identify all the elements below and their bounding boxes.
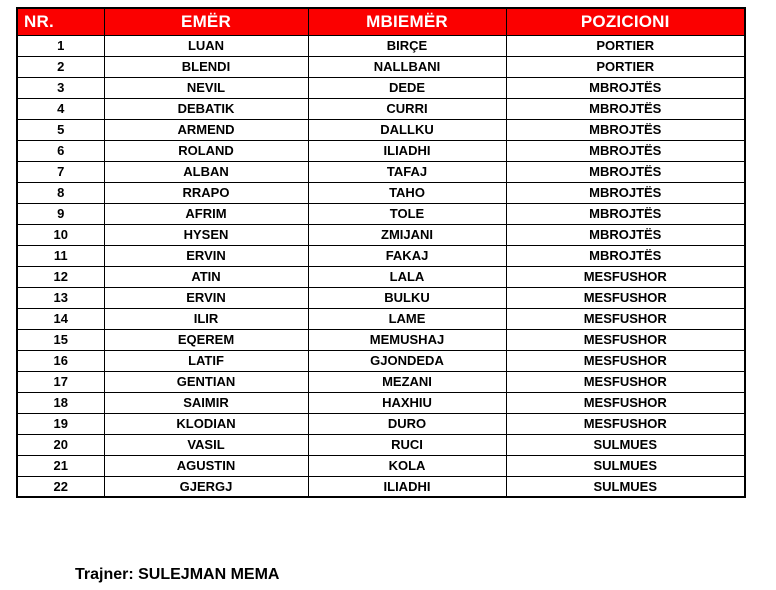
cell-nr: 22 (17, 476, 104, 497)
cell-emer: LATIF (104, 350, 308, 371)
cell-pozicioni: MBROJTËS (506, 245, 745, 266)
cell-nr: 14 (17, 308, 104, 329)
cell-mbiemer: ILIADHI (308, 476, 506, 497)
cell-pozicioni: MESFUSHOR (506, 392, 745, 413)
cell-pozicioni: MESFUSHOR (506, 413, 745, 434)
cell-mbiemer: DURO (308, 413, 506, 434)
header-cell-emer: EMËR (104, 8, 308, 35)
cell-nr: 19 (17, 413, 104, 434)
cell-mbiemer: HAXHIU (308, 392, 506, 413)
cell-emer: ERVIN (104, 245, 308, 266)
cell-emer: ERVIN (104, 287, 308, 308)
player-row (17, 245, 745, 266)
header-cell-mbiemer: MBIEMËR (308, 8, 506, 35)
cell-nr: 3 (17, 77, 104, 98)
cell-mbiemer: DALLKU (308, 119, 506, 140)
player-row (17, 413, 745, 434)
cell-pozicioni: MESFUSHOR (506, 371, 745, 392)
cell-mbiemer: BIRÇE (308, 35, 506, 56)
player-row (17, 266, 745, 287)
cell-emer: HYSEN (104, 224, 308, 245)
cell-nr: 11 (17, 245, 104, 266)
player-row (17, 203, 745, 224)
player-row (17, 287, 745, 308)
cell-emer: GJERGJ (104, 476, 308, 497)
cell-emer: GENTIAN (104, 371, 308, 392)
cell-pozicioni: MESFUSHOR (506, 266, 745, 287)
squad-roster-table (16, 7, 746, 498)
cell-nr: 4 (17, 98, 104, 119)
player-row (17, 161, 745, 182)
cell-nr: 2 (17, 56, 104, 77)
cell-pozicioni: MBROJTËS (506, 161, 745, 182)
cell-emer: AGUSTIN (104, 455, 308, 476)
cell-mbiemer: CURRI (308, 98, 506, 119)
cell-mbiemer: ILIADHI (308, 140, 506, 161)
cell-nr: 5 (17, 119, 104, 140)
player-row (17, 350, 745, 371)
cell-nr: 21 (17, 455, 104, 476)
cell-pozicioni: MBROJTËS (506, 182, 745, 203)
cell-mbiemer: ZMIJANI (308, 224, 506, 245)
cell-mbiemer: DEDE (308, 77, 506, 98)
cell-pozicioni: MBROJTËS (506, 98, 745, 119)
coach-label: Trajner: SULEJMAN MEMA (75, 566, 280, 583)
cell-nr: 10 (17, 224, 104, 245)
cell-pozicioni: SULMUES (506, 434, 745, 455)
cell-emer: LUAN (104, 35, 308, 56)
cell-mbiemer: TAHO (308, 182, 506, 203)
cell-nr: 16 (17, 350, 104, 371)
cell-pozicioni: MESFUSHOR (506, 287, 745, 308)
cell-nr: 9 (17, 203, 104, 224)
cell-pozicioni: PORTIER (506, 35, 745, 56)
cell-emer: RRAPO (104, 182, 308, 203)
player-row (17, 35, 745, 56)
cell-pozicioni: MBROJTËS (506, 119, 745, 140)
header-row (17, 8, 745, 35)
cell-mbiemer: TOLE (308, 203, 506, 224)
cell-mbiemer: KOLA (308, 455, 506, 476)
cell-mbiemer: MEMUSHAJ (308, 329, 506, 350)
cell-pozicioni: MBROJTËS (506, 203, 745, 224)
cell-nr: 15 (17, 329, 104, 350)
player-row (17, 371, 745, 392)
player-row (17, 476, 745, 497)
cell-emer: EQEREM (104, 329, 308, 350)
cell-mbiemer: LALA (308, 266, 506, 287)
cell-pozicioni: PORTIER (506, 56, 745, 77)
player-row (17, 98, 745, 119)
player-row (17, 392, 745, 413)
player-row (17, 140, 745, 161)
cell-mbiemer: NALLBANI (308, 56, 506, 77)
roster-body (17, 35, 745, 497)
cell-emer: ALBAN (104, 161, 308, 182)
player-row (17, 56, 745, 77)
cell-pozicioni: MBROJTËS (506, 140, 745, 161)
player-row (17, 224, 745, 245)
cell-mbiemer: BULKU (308, 287, 506, 308)
cell-nr: 17 (17, 371, 104, 392)
header-cell-nr: NR. (17, 8, 104, 35)
player-row (17, 308, 745, 329)
cell-nr: 13 (17, 287, 104, 308)
player-row (17, 455, 745, 476)
cell-emer: ARMEND (104, 119, 308, 140)
cell-nr: 20 (17, 434, 104, 455)
cell-mbiemer: LAME (308, 308, 506, 329)
cell-pozicioni: MBROJTËS (506, 77, 745, 98)
cell-nr: 6 (17, 140, 104, 161)
cell-emer: BLENDI (104, 56, 308, 77)
cell-nr: 12 (17, 266, 104, 287)
cell-emer: AFRIM (104, 203, 308, 224)
cell-emer: ROLAND (104, 140, 308, 161)
player-row (17, 329, 745, 350)
cell-emer: DEBATIK (104, 98, 308, 119)
header-cell-pozicioni: POZICIONI (506, 8, 745, 35)
cell-mbiemer: RUCI (308, 434, 506, 455)
cell-pozicioni: MESFUSHOR (506, 329, 745, 350)
cell-nr: 1 (17, 35, 104, 56)
cell-emer: KLODIAN (104, 413, 308, 434)
player-row (17, 77, 745, 98)
player-row (17, 182, 745, 203)
cell-mbiemer: GJONDEDA (308, 350, 506, 371)
cell-mbiemer: MEZANI (308, 371, 506, 392)
cell-pozicioni: MESFUSHOR (506, 350, 745, 371)
cell-pozicioni: MBROJTËS (506, 224, 745, 245)
cell-emer: NEVIL (104, 77, 308, 98)
cell-pozicioni: MESFUSHOR (506, 308, 745, 329)
cell-pozicioni: SULMUES (506, 455, 745, 476)
player-row (17, 119, 745, 140)
cell-emer: ILIR (104, 308, 308, 329)
cell-mbiemer: FAKAJ (308, 245, 506, 266)
cell-nr: 8 (17, 182, 104, 203)
cell-pozicioni: SULMUES (506, 476, 745, 497)
cell-nr: 7 (17, 161, 104, 182)
cell-emer: ATIN (104, 266, 308, 287)
cell-emer: SAIMIR (104, 392, 308, 413)
cell-emer: VASIL (104, 434, 308, 455)
cell-nr: 18 (17, 392, 104, 413)
player-row (17, 434, 745, 455)
cell-mbiemer: TAFAJ (308, 161, 506, 182)
